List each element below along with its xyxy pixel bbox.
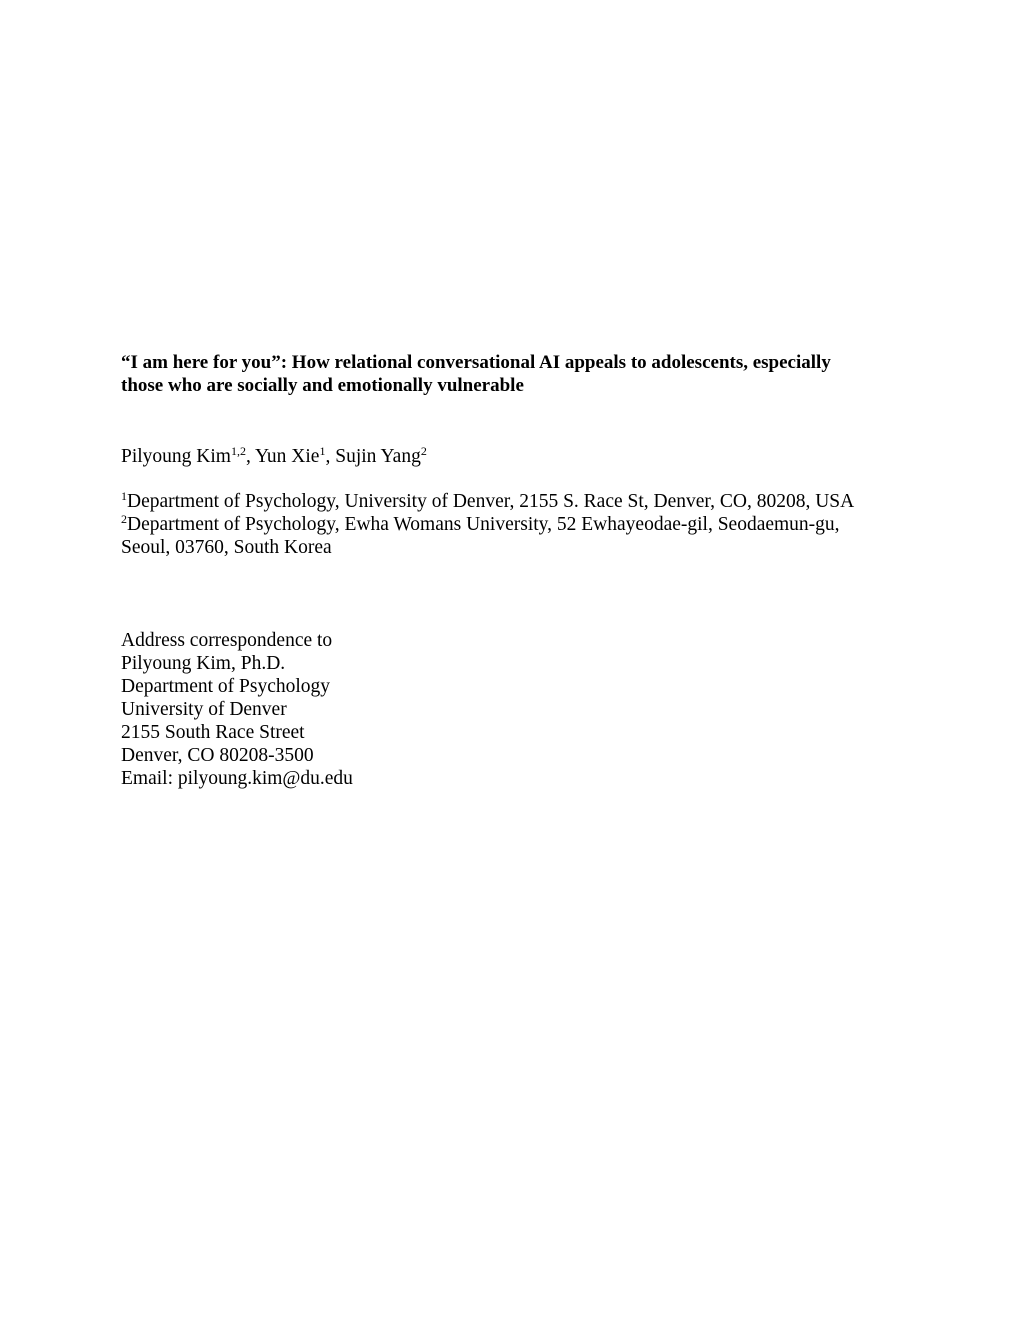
author-affiliation-mark: 2	[420, 444, 427, 458]
author-name: Yun Xie	[255, 446, 320, 467]
affiliation-mark: 2	[121, 512, 127, 526]
author-name: Sujin Yang	[335, 446, 421, 467]
author-separator: ,	[245, 446, 256, 467]
correspondence-email: Email: pilyoung.kim@du.edu	[121, 768, 353, 789]
affiliation-1	[121, 490, 854, 513]
affiliation-list	[121, 490, 854, 559]
affiliation-2	[121, 513, 854, 536]
correspondence-city: Denver, CO 80208-3500	[121, 745, 314, 766]
paper-title	[121, 351, 911, 397]
correspondence-street: 2155 South Race Street	[121, 722, 305, 743]
affiliation-2-continuation: Seoul, 03760, South Korea	[121, 537, 332, 558]
author-affiliation-mark: 1,2	[230, 444, 246, 458]
author-separator: ,	[325, 446, 336, 467]
paper-title-line-1: “I am here for you”: How relational conversational AI appeals to adolescents, especially	[121, 352, 831, 373]
correspondence-heading: Address correspondence to	[121, 630, 333, 651]
author-affiliation-mark: 1	[319, 444, 326, 458]
affiliation-mark: 1	[121, 489, 127, 503]
correspondence-name: Pilyoung Kim, Ph.D.	[121, 653, 286, 674]
affiliation-text: Department of Psychology, Ewha Womans University, 52 Ewhayeodae-gil, Seodaemun-gu,	[127, 514, 840, 535]
author-name: Pilyoung Kim	[121, 446, 231, 467]
correspondence-department: Department of Psychology	[121, 676, 331, 697]
correspondence-block	[121, 629, 353, 790]
paper-title-line-2: those who are socially and emotionally vulnerable	[121, 375, 524, 396]
affiliation-text: Department of Psychology, University of Denver, 2155 S. Race St, Denver, CO, 80208, USA	[127, 491, 855, 512]
correspondence-institution: University of Denver	[121, 699, 287, 720]
author-list	[121, 445, 427, 468]
